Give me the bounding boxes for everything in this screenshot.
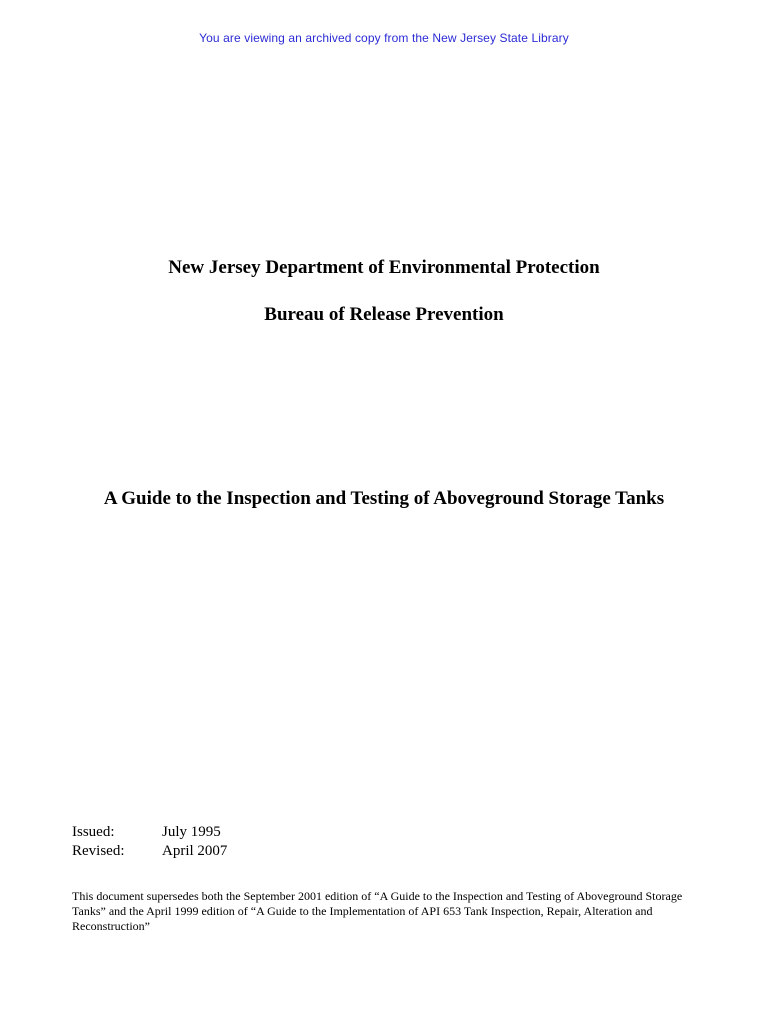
- archive-banner: You are viewing an archived copy from the New Jersey State Library: [199, 31, 569, 45]
- supersedes-note: This document supersedes both the September 2001 edition of “A Guide to the Inspection and Testing of Aboveground Storage Tanks” and the April 1999 edition of “A Guide to the Implementation of API 653 Tank Inspection, Repair, Alteration and Reconstruction”: [72, 889, 683, 933]
- document-title: A Guide to the Inspection and Testing of Aboveground Storage Tanks: [103, 488, 665, 509]
- revised-date: April 2007: [162, 843, 228, 859]
- date-block: [72, 823, 227, 861]
- revised-row: [72, 842, 227, 861]
- issued-date: July 1995: [162, 824, 221, 840]
- revised-label: Revised:: [72, 843, 125, 859]
- agency-name: New Jersey Department of Environmental Protection: [168, 257, 600, 278]
- issued-label: Issued:: [72, 824, 115, 840]
- issued-row: [72, 823, 227, 842]
- bureau-name: Bureau of Release Prevention: [264, 304, 504, 325]
